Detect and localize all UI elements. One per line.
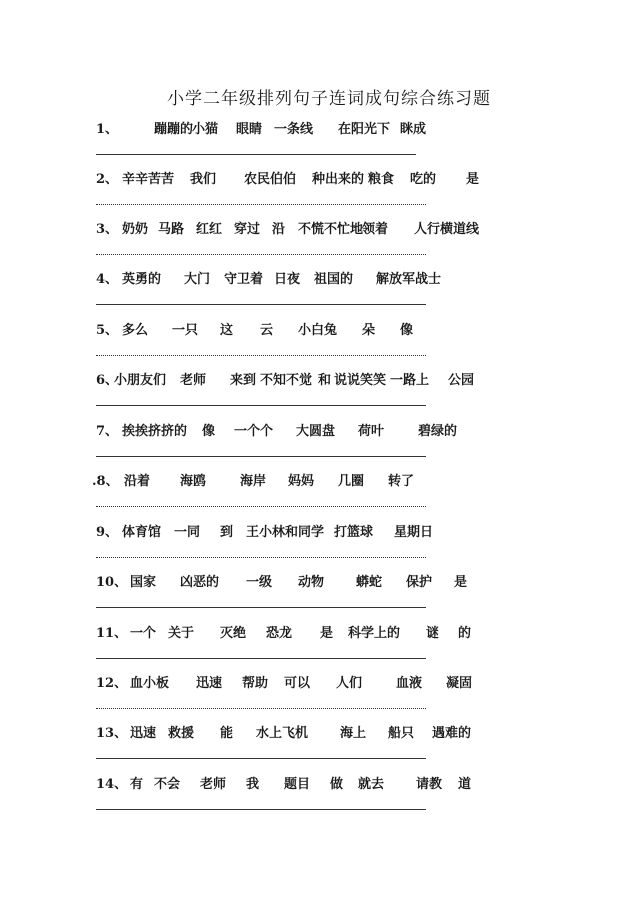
word-card: 日夜 (274, 272, 301, 287)
word-card: 请教 (416, 777, 443, 792)
word-card: 几圈 (338, 474, 365, 489)
exercise-10 (96, 571, 496, 621)
word-card: 我 (246, 777, 260, 792)
word-card: 不会 (154, 777, 181, 792)
word-card: 辛辛苦苦 (122, 172, 175, 187)
answer-line[interactable] (96, 658, 426, 659)
word-card: 眯成 (400, 122, 427, 137)
word-card: 帮助 (242, 676, 269, 691)
word-card: 体育馆 (122, 525, 162, 540)
exercise-number: 7、 (96, 424, 119, 439)
word-card: 妈妈 (288, 474, 315, 489)
word-card: 吃的 (410, 172, 437, 187)
word-card: 小朋友们 (114, 373, 167, 388)
word-card: 血液 (396, 676, 423, 691)
word-card: 海岸 (240, 474, 267, 489)
word-card: 领着 (362, 222, 389, 237)
exercise-number: 12、 (96, 676, 128, 691)
word-card: 恐龙 (266, 626, 293, 641)
word-card: 种出来的 (312, 172, 365, 187)
exercise-7 (96, 420, 496, 470)
answer-line[interactable] (96, 405, 426, 406)
word-card: 这 (220, 323, 234, 338)
exercise-11 (96, 622, 496, 672)
answer-line[interactable] (96, 456, 426, 457)
word-card: 老师 (200, 777, 227, 792)
exercise-number: 4、 (96, 272, 119, 287)
word-card: 是 (320, 626, 334, 641)
word-card: 像 (400, 323, 414, 338)
word-card: 荷叶 (358, 424, 385, 439)
word-card: 像 (202, 424, 216, 439)
word-card: 守卫着 (224, 272, 264, 287)
word-card: 国家 (130, 575, 157, 590)
exercise-2 (96, 168, 496, 218)
word-card: 一只 (172, 323, 199, 338)
answer-line[interactable] (96, 506, 426, 507)
exercise-number: .8、 (92, 474, 119, 489)
word-card: 动物 (298, 575, 325, 590)
answer-line[interactable] (96, 607, 426, 608)
word-card: 凶恶的 (180, 575, 220, 590)
word-card: 海上 (340, 726, 367, 741)
word-card: 血小板 (130, 676, 170, 691)
exercise-6 (96, 369, 496, 419)
answer-line[interactable] (96, 154, 416, 155)
word-card: 沿着 (124, 474, 151, 489)
word-card: 灭绝 (220, 626, 247, 641)
page-title: 小学二年级排列句子连词成句综合练习题 (167, 89, 491, 109)
word-card: 沿 (272, 222, 286, 237)
exercise-number: 1、 (96, 122, 119, 137)
word-card: 是 (466, 172, 480, 187)
word-card: 道 (458, 777, 472, 792)
answer-line[interactable] (96, 758, 426, 759)
word-card: 保护 (406, 575, 433, 590)
exercise-number: 11、 (96, 626, 128, 641)
answer-line[interactable] (96, 355, 426, 356)
word-card: 碧绿的 (418, 424, 458, 439)
exercise-13 (96, 722, 496, 772)
word-card: 科学上的 (348, 626, 401, 641)
exercise-3 (96, 218, 496, 268)
word-card: 一同 (174, 525, 201, 540)
word-card: 不知不觉 (260, 373, 313, 388)
answer-line[interactable] (96, 254, 426, 255)
word-card: 红红 (196, 222, 223, 237)
word-card: 一条线 (274, 122, 314, 137)
word-card: 我们 (190, 172, 217, 187)
word-card: 大门 (184, 272, 211, 287)
word-card: 粮食 (368, 172, 395, 187)
word-card: 能 (220, 726, 234, 741)
word-card: 一个 (130, 626, 157, 641)
word-card: 迅速 (196, 676, 223, 691)
answer-line[interactable] (96, 809, 426, 810)
exercise-8 (92, 470, 496, 520)
word-card: 小白兔 (298, 323, 338, 338)
word-card: 穿过 (234, 222, 261, 237)
exercise-number: 6、 (96, 373, 119, 388)
exercise-5 (96, 319, 496, 369)
word-card: 的 (458, 626, 472, 641)
word-card: 公园 (448, 373, 475, 388)
word-card: 海鸥 (180, 474, 207, 489)
exercise-number: 13、 (96, 726, 128, 741)
word-card: 可以 (284, 676, 311, 691)
answer-line[interactable] (96, 708, 426, 709)
word-card: 小猫 (192, 122, 219, 137)
word-card: 星期日 (394, 525, 434, 540)
exercise-1 (96, 118, 496, 168)
word-card: 船只 (388, 726, 415, 741)
exercise-4 (96, 268, 496, 318)
word-card: 转了 (388, 474, 415, 489)
word-card: 老师 (180, 373, 207, 388)
word-card: 朵 (362, 323, 376, 338)
word-card: 解放军战士 (376, 272, 442, 287)
word-card: 和 (318, 373, 332, 388)
word-card: 水上飞机 (256, 726, 309, 741)
word-card: 关于 (168, 626, 195, 641)
word-card: 来到 (230, 373, 257, 388)
word-card: 一路上 (390, 373, 430, 388)
word-card: 迅速 (130, 726, 157, 741)
word-card: 挨挨挤挤的 (122, 424, 188, 439)
word-card: 救援 (168, 726, 195, 741)
word-card: 英勇的 (122, 272, 162, 287)
word-card: 眼睛 (236, 122, 263, 137)
word-card: 大圆盘 (296, 424, 336, 439)
word-card: 人行横道线 (414, 222, 480, 237)
exercise-number: 2、 (96, 172, 119, 187)
word-card: 题目 (284, 777, 311, 792)
word-card: 人们 (336, 676, 363, 691)
word-card: 有 (130, 777, 144, 792)
word-card: 马路 (158, 222, 185, 237)
word-card: 凝固 (446, 676, 473, 691)
answer-line[interactable] (96, 204, 426, 205)
word-card: 遇难的 (432, 726, 472, 741)
word-card: 不慌不忙地 (298, 222, 364, 237)
exercise-14 (96, 773, 496, 823)
word-card: 农民伯伯 (244, 172, 297, 187)
word-card: 蟒蛇 (356, 575, 383, 590)
word-card: 多么 (122, 323, 149, 338)
word-card: 一个个 (234, 424, 274, 439)
word-card: 谜 (426, 626, 440, 641)
exercise-number: 9、 (96, 525, 119, 540)
word-card: 说说笑笑 (334, 373, 387, 388)
answer-line[interactable] (96, 557, 426, 558)
exercise-9 (96, 521, 496, 571)
word-card: 在阳光下 (338, 122, 391, 137)
word-card: 是 (454, 575, 468, 590)
word-card: 祖国的 (314, 272, 354, 287)
word-card: 打篮球 (334, 525, 374, 540)
exercise-number: 14、 (96, 777, 128, 792)
word-card: 云 (260, 323, 274, 338)
word-card: 奶奶 (122, 222, 149, 237)
word-card: 做 (330, 777, 344, 792)
answer-line[interactable] (96, 304, 426, 305)
exercise-number: 3、 (96, 222, 119, 237)
word-card: 王小林和同学 (246, 525, 325, 540)
word-card: 到 (220, 525, 234, 540)
exercise-number: 10、 (96, 575, 128, 590)
exercise-12 (96, 672, 496, 722)
exercise-number: 5、 (96, 323, 119, 338)
word-card: 一级 (246, 575, 273, 590)
word-card: 蹦蹦的 (154, 122, 194, 137)
word-card: 就去 (358, 777, 385, 792)
